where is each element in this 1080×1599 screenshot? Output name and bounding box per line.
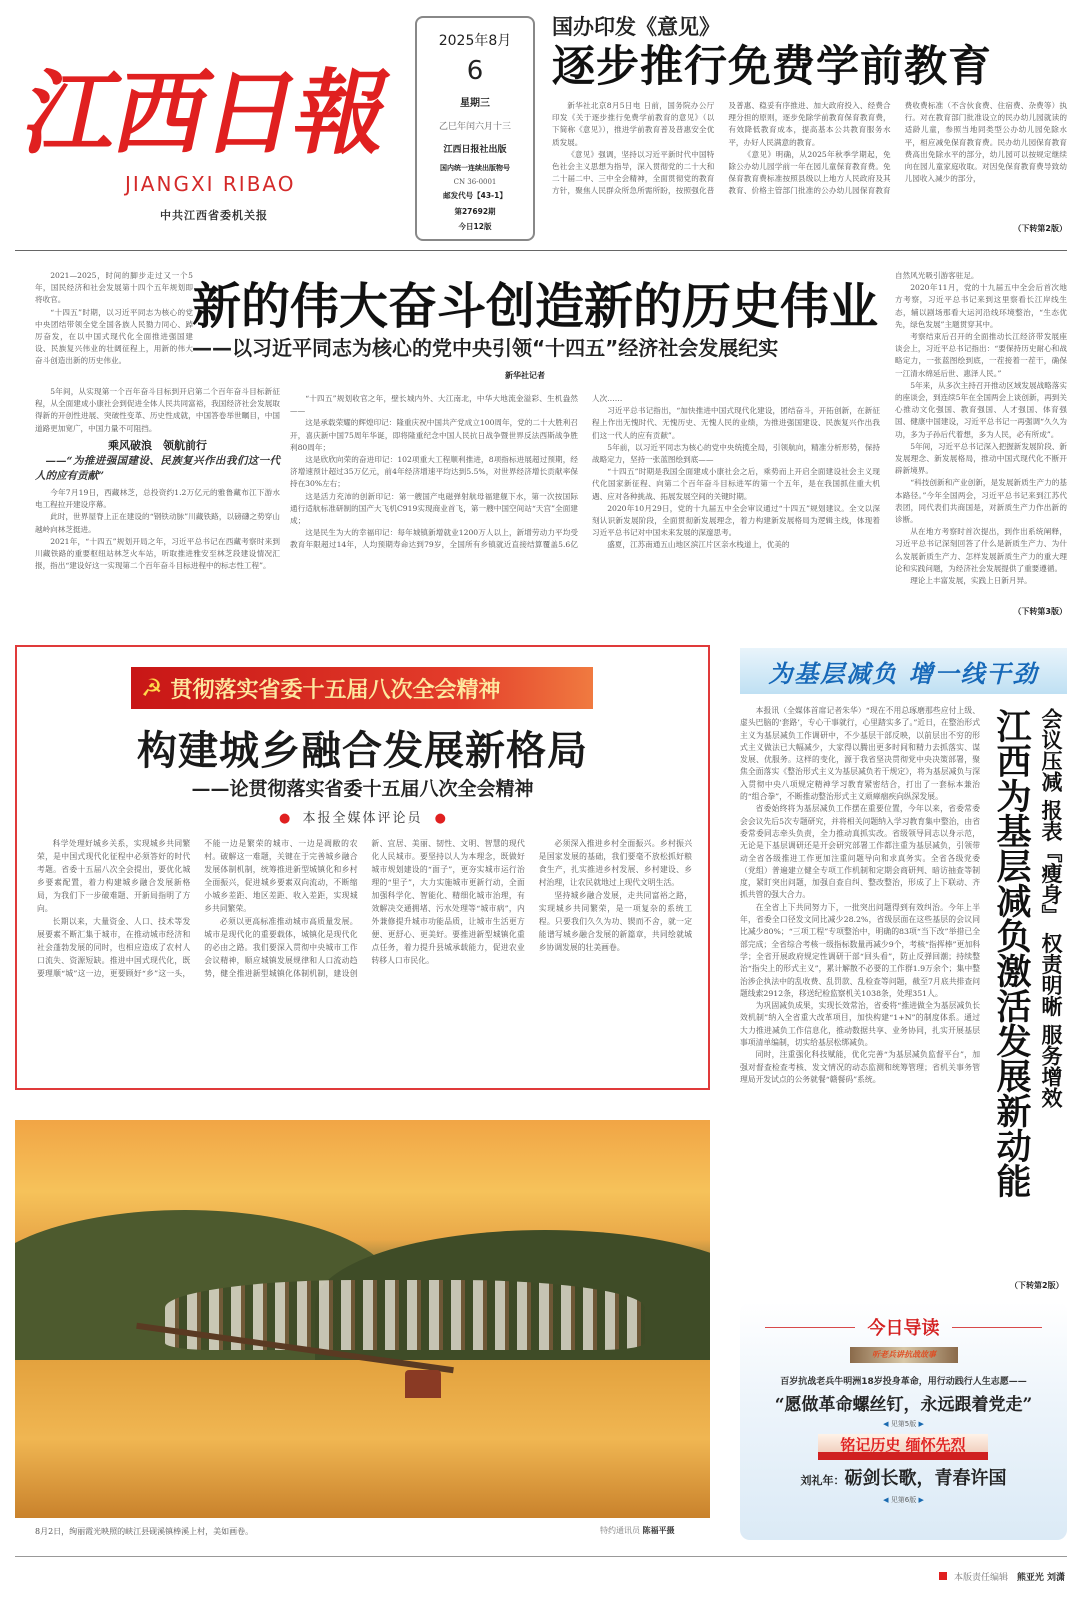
page-editor [939,1570,1065,1583]
paragraph: 今年7月19日，西藏林芝，总投资约1.2万亿元的雅鲁藏布江下游水电工程拉开建设序幕。 [35,488,280,510]
paragraph: 本报讯（全媒体首席记者朱华）“现在不用总琢磨那些应付上级、虚头巴脑的‘套路’，专心干事就行，心里踏实多了。”近日，在整治形式主义为基层减负工作调研中，不少基层干部反映，以前层出不穷的形式主义做法已大幅减少，大家得以腾出更多时间和精力去抓落实、谋发展、优服务。这样的变化，源于我省坚决贯彻党中央决策部署，聚焦全面落实《整治形式主义为基层减负若干规定》，将为基层减负与深入贯彻中央八项规定精神学习教育紧密结合，打出了一套标本兼治的“组合拳”，不断推动整治形式主义顽瘴痼疾向纵深发展。 [740,706,980,802]
photo-caption: 8月2日，绚丽霞光映照的峡江县砚溪镇棒溪上村，美如画卷。 [35,1527,254,1536]
paragraph: 盛夏，江苏南通五山地区滨江片区亲水栈道上，优美的 [607,540,790,550]
editorial-banner [131,667,593,709]
paragraph: 这是活力充沛的创新印记：第一艘国产电磁弹射航母福建舰下水，第一次按国际通行适航标准研制的国产大飞机C919实现商业首飞，第一艘中国空间站“天宫”全面建成； [290,491,578,526]
paragraph: 5年来，从多次主持召开推动区域发展战略落实的座谈会，到连续5年在全国两会上谈创新，再到关心推动文化强国、教育强国、人才强国、体育强国、健康中国建设，习近平总书记一再强调“久久为功，多为子孙后代着想，多为人民，必有所成”。 [895,380,1067,439]
sidebar-body [740,705,980,1270]
paragraph: 这是欣欣向荣的奋进印记：102项重大工程顺利推进，8项指标进展超过预期，经济增速预计超过35万亿元，前4年经济增速平均达到5.5%，对世界经济增长贡献率保持在30%左右； [290,455,578,489]
top-story [552,14,1067,246]
editor-label: 本版责任编辑 [953,1573,1008,1583]
paragraph: 习近平总书记指出，“加快推进中国式现代化建设，团结奋斗，开拓创新，在新征程上作出无愧时代、无愧历史、无愧人民的业绩，为推进强国建设、民族复兴作出我们这一代人的应有贡献”。 [592,406,880,440]
paragraph: 这是民生为大的幸福印记：每年城镇新增就业1200万人以上，新增劳动力平均受教育年限超过14年，人均预期寿命达到79岁，全国所有乡镇就近直接结算覆盖5.6亿人次…… [290,394,623,550]
photo-credit-label: 特约通讯员 [600,1526,640,1535]
item2-page: 见第6版 [890,1496,917,1504]
editorial-box [15,645,710,1090]
paragraph: 5年间，从实现第一个百年奋斗目标到开启第二个百年奋斗目标新征程，从全面建成小康社会到促进全体人民共同富裕，我国经济社会发展取得新的开创性进展、突破性变革、历史性成就，中国答卷举世瞩目，中国道路更加宽广，中国力量不可阻挡。 [35,387,280,433]
paragraph: 2021年，“十四五”规划开局之年，习近平总书记在西藏考察时来到川藏铁路的重要枢纽站林芝火车站，听取推进雅安至林芝段建设情况汇报，指出“建设好这一实现第二个百年奋斗目标进程中的标志性工程”。 [35,536,280,571]
masthead-logo: 江西日報 [15,59,399,167]
main-story-lead [35,270,193,368]
editorial-body [37,837,692,1077]
paragraph: 省委始终将为基层减负工作摆在重要位置，今年以来，省委常委会会议先后5次专题研究，并将相关问题纳入学习教育集中整治，由省委常委同志牵头负责，全力推动真抓实改。省级领导同志以身示范，无论是下基层调研还是开会研究部署工作都注重为基层减负，引领带动全省各级推进工作更加注重问题导向和求真务实。全省各级党委（党组）普遍建立健全专项工作机制和定期会商研判、暗访抽查等制度，紧盯突出问题，加强自查自纠、整改整治，形成了上下联动、齐抓共管的强大合力。 [740,804,980,900]
paragraph: 《意见》强调，坚持以习近平新时代中国特色社会主义思想为指导，深入贯彻党的二十大和二十届二中、三中全会精神，全面贯彻党的教育方针，聚焦人民群众所急所需所盼，按照强化普及普惠、稳妥有序推进、加大政府投入、经费合理分担的原则，逐步免除学前教育保育教育费，有效降低教育成本，提高基本公共教育服务水平，办好人民满意的教育。 [552,101,891,196]
paragraph: 新华社北京8月5日电 日前，国务院办公厅印发《关于逐步推行免费学前教育的意见》（以下简称《意见》），推进学前教育普及普惠安全优质发展。 [552,101,715,147]
paragraph: “科技创新和产业创新，是发展新质生产力的基本路径。”今年全国两会，习近平总书记来到江苏代表团，同代表们共商国是，对新质生产力作出新的诊断。 [895,478,1067,525]
paragraph: 这是承载荣耀的辉煌印记：隆重庆祝中国共产党成立100周年，党的二十大胜利召开，喜庆新中国75周年华诞，即将隆重纪念中国人民抗日战争暨世界反法西斯战争胜利80周年； [290,418,578,452]
paragraph: 2020年10月29日，党的十九届五中全会审议通过“十四五”规划建议。全文以深刻认识新发展阶段，全面贯彻新发展理念，着力构建新发展格局为逻辑主线，体现着习近平总书记对中国未来发展的深邃思考。 [592,503,880,538]
paragraph: 为巩固减负成果，实现长效常治，省委将“推进做全为基层减负长效机制”纳入全省重大改革项目，加快构建“1+N”的制度体系。通过大力推进减负工作信息化，推动数据共享、业务协同，扎实开展基层事项清单编制，切实给基层松绑减负。 [740,1001,980,1048]
lunar-date: 乙巳年闰六月十三 [438,122,511,132]
paragraph: 长期以来，大量资金、人口、技术等发展要素不断汇集于城市，在推动城市经济和社会蓬勃发展的同时，也相应造成了农村人口流失、资源短缺。推进中国式现代化，既要理顺“城”这一边，更要顾好“乡”这一头，不能一边是繁荣的城市、一边是凋敝的农村。破解这一难题，关键在于完善城乡融合发展体制机制，统筹推进新型城镇化和乡村全面振兴，促进城乡要素双向流动，不断缩小城乡差距、地区差距、收入差距，实现城乡共同繁荣。 [37,839,358,978]
weekday: 星期三 [460,98,490,109]
sidebar-subheadline: 会议压减 报表『瘦身』 权责明晰 服务增效 [1039,708,1064,1108]
paragraph: 理论上丰富发展，实践上日新月异。 [910,576,1032,586]
main-story-body-left [35,386,280,572]
item2-title[interactable] [740,1464,1067,1490]
item2-page-link[interactable] [740,1495,1067,1505]
sidebar-headline: 江西为基层减负激活发展新动能 [991,708,1031,1198]
editorial-byline [17,807,708,826]
paragraph: 科学处理好城乡关系，实现城乡共同繁荣，是中国式现代化征程中必须答好的时代考题。省委十五届八次全会提出，要优化城乡要素配置，着力构建城乡融合发展新格局，为我们下一步破难题、开新局指明了方向。 [37,839,191,913]
paragraph: 自然风光吸引游客驻足。 [895,271,979,280]
today-reading-title: 今日导读 [867,1318,940,1339]
photo-lake [15,1360,710,1518]
item1-intro: 百岁抗战老兵牛明洲18岁投身革命，用行动践行人生志愿—— [780,1377,1027,1387]
arrow-left-icon: ◀ [883,1496,889,1504]
divider [952,1327,1042,1328]
editorial-subheadline: ——论贯彻落实省委十五届八次全会精神 [191,778,534,800]
page-count: 今日12版 [458,222,492,231]
party-emblem-icon: ☭ [141,674,163,702]
main-story-body-right [895,270,1067,600]
photo-credit [600,1525,675,1536]
paragraph: 从在地方考察时首次提出，到作出系统阐释，习近平总书记深刻回答了什么是新质生产力、为什么发展新质生产力、怎样发展新质生产力的重大理论和实践问题，为经济社会发展提供了重要遵循。 [895,527,1067,573]
paragraph: 同时，注重强化科技赋能，优化完善“为基层减负监督平台”，加强对督查检查考核、发文情况的动态监测和统筹管理；省机关事务管理局开发试点的公务就餐“赣餐码”系统。 [740,1050,980,1084]
main-story-subheadline: ——以习近平同志为核心的党中央引领“十四五”经济社会发展纪实 [192,336,779,360]
photo-credit-name: 陈福平摄 [642,1526,675,1535]
cn-number: CN 36-0001 [453,178,497,186]
paragraph: 必须以更高标准推动城市高质量发展。城市是现代化的重要载体，城镇化是现代化的必由之路。我们要深入贯彻中央城市工作会议精神，顺应城镇发展规律和人口流动趋势，健全推进新型城镇化体制机制，建设创新、宜居、美丽、韧性、文明、智慧的现代化人民城市。要坚持以人为本理念，既做好城市规划建设的“面子”，更夯实城市运行治理的“里子”，大力实施城市更新行动，全面加强科学化、智能化、精细化城市治理，有效解决交通拥堵、污水处理等“城市病”，内外兼修提升城市功能品质，让城市生活更方便、更舒心、更美好。要推进新型城镇化重点任务，着力提升县城承载能力，促进农业转移人口市民化。 [204,839,525,978]
main-story-headline: 新的伟大奋斗创造新的历史伟业 [192,278,879,335]
paragraph: “十四五”时期是我国全面建成小康社会之后，乘势而上开启全面建设社会主义现代化国家新征程、向第二个百年奋斗目标进军的第一个五年，是在我国抓住重大机遇、应对各种挑战、拓展发展空间的关键时期。 [592,467,880,501]
main-story [15,258,1067,623]
top-story-body [552,100,1067,222]
item1-page: 见第5版 [890,1420,917,1428]
issue-number: 第27692期 [454,207,496,216]
sidebar-banner: 为基层减负 增一线干劲 [740,648,1067,694]
red-dot-icon: ● [279,811,291,826]
photo-pavilion [405,1370,441,1398]
masthead-pinyin: JIANGXI RIBAO [125,172,296,196]
paragraph: “十四五”规划收官之年，壁长城内外、大江南北，中华大地流金溢彩、生机盎然—— [290,394,578,416]
divider [15,250,1067,251]
masthead [10,30,405,235]
arrow-left-icon: ◀ [883,1420,889,1428]
landscape-photo [15,1120,710,1518]
red-dot-icon: ● [434,811,446,826]
divider [15,1556,1067,1557]
publisher: 江西日报社出版 [443,145,507,155]
item2-badge: 铭记历史 缅怀先烈 [818,1434,988,1460]
paragraph: 必须深入推进乡村全面振兴。乡村振兴是国家发展的基础，我们要毫不放松抓好粮食生产，扎实推进乡村发展、乡村建设、乡村治理，让农民就地过上现代文明生活。 [538,839,692,887]
item2-name: 刘礼年： [800,1474,845,1487]
continued-note: （下转第3版） [1013,607,1067,616]
paragraph: “十四五”时期，以习近平同志为核心的党中央团结带领全党全国各族人民勠力同心、踔厉奋发，在以中国式现代化全面推进强国建设、民族复兴伟业的壮阔征程上，用新的伟大奋斗创造出新的历史伟业。 [35,307,193,366]
section-title: 乘风破浪 领航前行 [108,438,207,452]
main-story-body-middle [290,393,880,608]
paragraph: 坚持城乡融合发展，走共同富裕之路，实现城乡共同繁荣，是一项复杂的系统工程。只要我们久久为功、锲而不舍，就一定能谱写城乡融合发展的新篇章，共同绘就城乡协调发展的壮美画卷。 [538,891,692,952]
continued-note: （下转第2版） [1010,1281,1064,1290]
paragraph: 2021—2025，时间的脚步走过又一个5年，国民经济和社会发展第十四个五年规划即将收官。 [35,271,193,305]
section-subtitle: ——“为推进强国建设、民族复兴作出我们这一代人的应有贡献” [35,455,280,483]
arrow-right-icon: ▶ [918,1420,924,1428]
today-reading [740,1302,1067,1540]
paragraph: 此时，世界屋脊上正在建设的“钢铁动脉”川藏铁路，以磅礴之势穿山越岭向林芝挺进。 [35,512,280,534]
item1-page-link[interactable] [740,1419,1067,1429]
paragraph: 5年前，以习近平同志为核心的党中央统揽全局，引领航向，精准分析形势，保持战略定力，坚持一张蓝图绘到底—— [592,442,880,465]
date-box [415,16,535,241]
masthead-organ: 中共江西省委机关报 [160,209,268,222]
item1-headline[interactable]: “愿做革命螺丝钉，永远跟着党走” [774,1395,1033,1415]
postal-code: 邮发代号【43-1】 [443,191,507,200]
paragraph: 在全省上下共同努力下，一批突出问题得到有效纠治。今年上半年，省委全口径发文同比减少28.2%，省级层面在这些基层的会议同比减少80%；“三项工程”专项整治中，明确的83项“当下改”举措已全部完成；全省综合考核一级指标数量再减少9个，考核“指挥棒”更加科学；全省开展政府规定性调研干部“回头看”，防止反弹回潮；持续整治“指尖上的形式主义”，累计解散不必要的工作群1.9万余个；集中整治涉企执法中的乱收费、乱罚款、乱检查等问题，截至7月底共排查问题线索2912条，移送纪检监察机关1038条，处理351人。 [740,902,980,998]
date-day: 6 [466,56,484,86]
paragraph: 考察结束后召开的全面推动长江经济带发展座谈会上，习近平总书记指出：“要保持历史耐心和战略定力，一张蓝图绘到底，一茬接着一茬干，确保一江清水绵延后世、惠泽人民。” [895,332,1067,378]
top-story-kicker: 国办印发《意见》 [552,14,720,39]
main-story-byline: 新华社记者 [505,371,545,380]
red-square-icon [939,1572,947,1580]
editorial-banner-text: 贯彻落实省委十五届八次全会精神 [170,677,501,703]
paragraph: 2020年11月，党的十九届五中全会后首次地方考察，习近平总书记来到这里察看长江岸线生态，辅以剧场那看大运河沿线环境整治，“生态优先，绿色发展”主题贯穿其中。 [895,283,1067,329]
editorial-byline-text: 本报全媒体评论员 [302,811,423,826]
editor-names: 熊亚光 刘潇 [1016,1573,1065,1583]
editorial-headline: 构建城乡融合发展新格局 [137,728,588,774]
paragraph: 5年间，习近平总书记深入把握新发展阶段、新发展理念、新发展格局，推动中国式现代化不断开辟新境界。 [895,441,1067,476]
issn-label: 国内统一连续出版物号 [440,164,510,172]
top-story-headline: 逐步推行免费学前教育 [552,42,992,92]
continued-note: （下转第2版） [1013,224,1067,233]
arrow-right-icon: ▶ [918,1496,924,1504]
item2-headline: 砺剑长歌，青春许国 [844,1468,1007,1489]
date-year-month: 2025年8月 [438,33,512,49]
paragraph: 《意见》明确，从2025年秋季学期起，免除公办幼儿园学前一年在园儿童保育教育费。免保育教育费标准按照县级以上地方人民政府及其教育、价格主管部门批准的公办幼儿园保育教育费收费标准（不含伙食费、住宿费、杂费等）执行。对在教育部门批准设立的民办幼儿园就读的适龄儿童，参照当地同类型公办幼儿园免除水平，相应减免保育教育费。民办幼儿园保育教育费高出免除水平的部分，幼儿园可以按规定继续向在园儿童家庭收取。对因免保育教育费导致幼儿园收入减少的部分， [728,101,1067,196]
item1-badge: 听老兵讲抗战故事 [850,1347,958,1363]
